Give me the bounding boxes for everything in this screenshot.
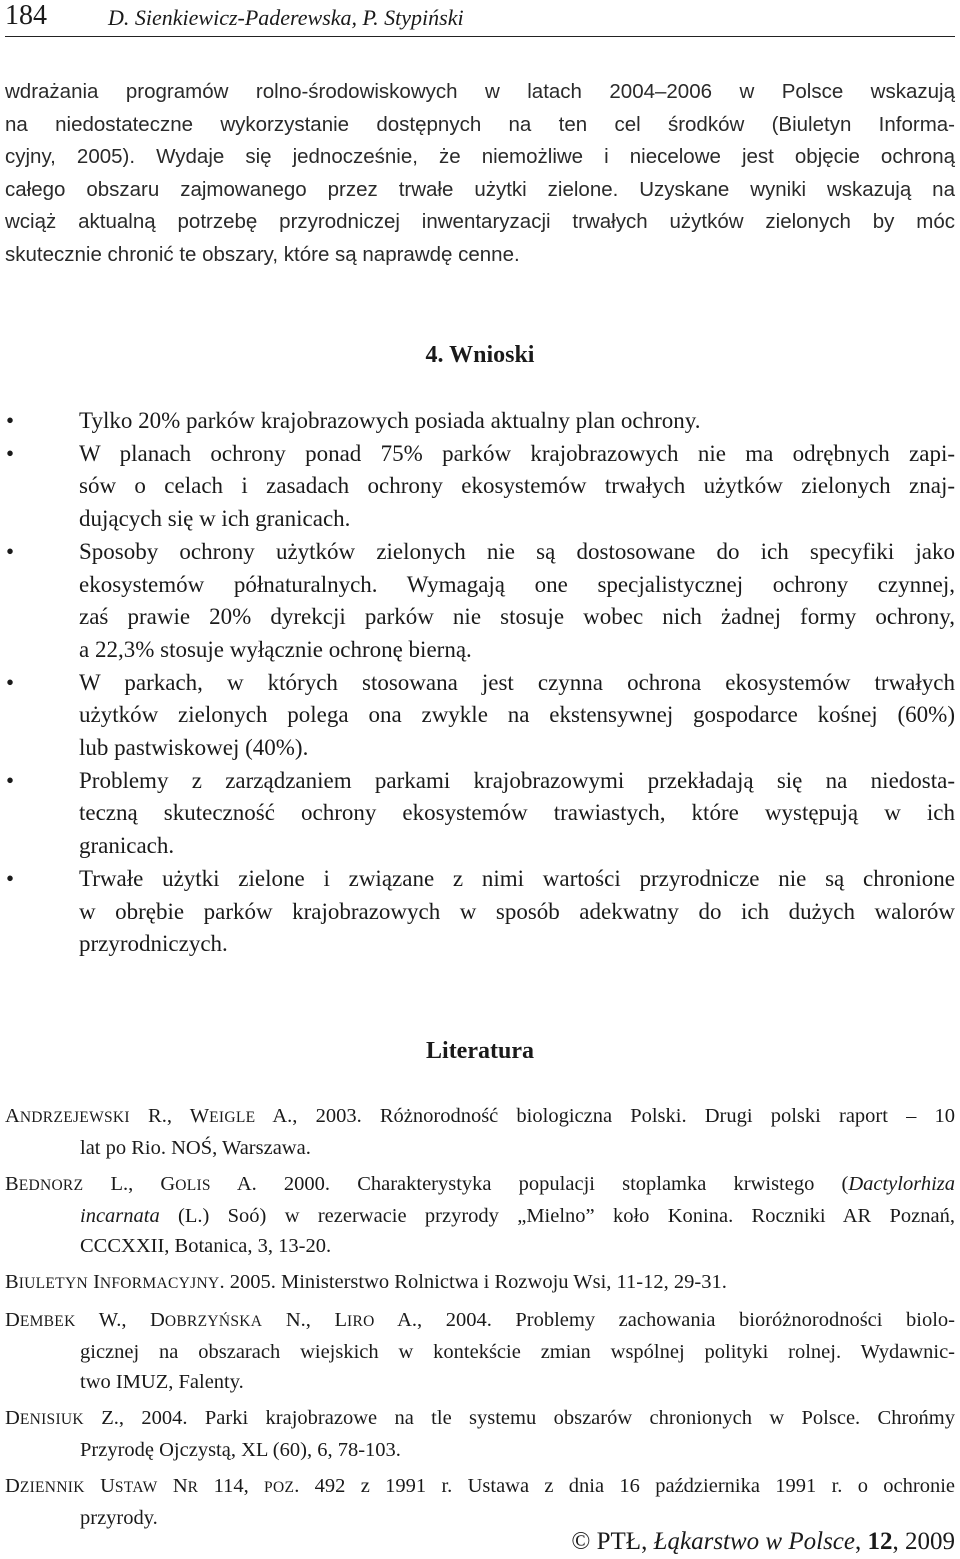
reference-fragment: A. 2000. Charakterystyka populacji stoplamka krwistego ( xyxy=(210,1173,849,1195)
footer-separator: , xyxy=(855,1528,868,1555)
conclusions-list xyxy=(0,405,960,961)
bullet-marker: • xyxy=(6,408,15,433)
reference-entry xyxy=(5,1169,955,1261)
list-item-line: teczną skuteczność ochrony ekosystemów trawiastych, które występują w ich xyxy=(79,800,955,826)
reference-fragment: B xyxy=(5,1173,19,1195)
text-line: cyjny, 2005). Wydaje się jednocześnie, że niemożliwe i niecelowe jest objęcie ochroną xyxy=(5,145,955,168)
reference-fragment: R., W xyxy=(129,1105,210,1127)
list-item xyxy=(0,536,955,667)
reference-fragment: A., 2003. Różnorodność biologiczna Polski. Drugi polski raport – 10 xyxy=(255,1105,955,1127)
reference-fragment: A xyxy=(5,1105,20,1127)
reference-line xyxy=(5,1201,955,1231)
reference-fragment: EMBEK xyxy=(19,1313,76,1330)
list-item-line: Sposoby ochrony użytków zielonych nie są dostosowane do ich specyfiki jako xyxy=(79,538,955,564)
reference-list xyxy=(5,1101,955,1539)
reference-line xyxy=(5,1267,955,1299)
list-item xyxy=(0,667,955,765)
list-item xyxy=(0,863,955,961)
list-item-line: ekosystemów półnaturalnych. Wymagają one specjalistycznej ochrony czynnej, xyxy=(79,571,955,597)
reference-fragment: D xyxy=(5,1475,20,1497)
reference-fragment: EDNORZ xyxy=(18,1177,84,1194)
reference-fragment: R xyxy=(187,1479,199,1496)
reference-fragment: 114, xyxy=(198,1475,265,1497)
reference-fragment: D xyxy=(5,1407,20,1429)
intro-paragraph xyxy=(5,76,955,271)
reference-fragment: ZIENNIK xyxy=(19,1479,85,1496)
reference-line xyxy=(5,1101,955,1133)
reference-line xyxy=(5,1305,955,1337)
list-item xyxy=(0,765,955,863)
reference-line xyxy=(5,1169,955,1201)
reference-fragment: B xyxy=(5,1271,19,1293)
list-item-line: użytków zielonych polega ona zwykle na ekstensywnej gospodarce kośnej (60%) xyxy=(79,702,955,728)
reference-fragment: Z., 2004. Parki krajobrazowe na tle systemu obszarów chronionych w Polsce. Chrońmy xyxy=(83,1407,955,1429)
text-line: na niedostateczne wykorzystanie dostępnych na ten cel środków (Biuletyn Informa- xyxy=(5,112,955,136)
list-item-line: granicach. xyxy=(79,833,175,859)
reference-fragment: (L.) Soó) w rezerwacie przyrody „Mielno” koło Konina. Roczniki AR Poznań, xyxy=(159,1205,955,1227)
reference-fragment: NDRZEJEWSKI xyxy=(19,1109,130,1126)
running-header xyxy=(5,0,955,37)
list-item-line: Problemy z zarządzaniem parkami krajobrazowymi przekładają się na niedosta- xyxy=(79,767,955,793)
bullet-marker: • xyxy=(6,538,15,564)
text-line: wdrażania programów rolno-środowiskowych w latach 2004–2006 w Polsce wskazują xyxy=(5,80,955,103)
literature-heading: Literatura xyxy=(426,1038,534,1064)
bullet-marker: • xyxy=(6,865,15,891)
list-item xyxy=(0,438,955,536)
list-item-line: W parkach, w których stosowana jest czynna ochrona ekosystemów trwałych xyxy=(79,669,955,695)
reference-line: Przyrodę Ojczystą, XL (60), 6, 78-103. xyxy=(80,1439,401,1461)
bullet-marker: • xyxy=(6,767,15,793)
reference-fragment: POZ xyxy=(264,1479,295,1496)
list-item-line: zaś prawie 20% dyrekcji parków nie stosuje wobec nich żadnej formy ochrony, xyxy=(79,604,955,630)
reference-line xyxy=(5,1403,955,1435)
list-item-line: w obrębie parków krajobrazowych w sposób adekwatny do ich dużych walorów xyxy=(79,898,955,924)
list-item-line: sów o celach i zasadach ochrony ekosystemów trwałych użytków zielonych znaj- xyxy=(79,473,955,499)
running-authors: D. Sienkiewicz-Paderewska, P. Stypiński xyxy=(108,5,464,30)
bullet-marker: • xyxy=(6,440,15,466)
reference-fragment: D xyxy=(5,1309,20,1331)
reference-fragment: STAW xyxy=(114,1479,158,1496)
reference-entry xyxy=(5,1101,955,1163)
reference-entry xyxy=(5,1403,955,1465)
list-item-line: lub pastwiskowej (40%). xyxy=(79,735,309,761)
text-line: całego obszaru zajmowanego przez trwałe użytki zielone. Uzyskane wyniki wskazują na xyxy=(5,177,955,201)
reference-fragment: OBRZYŃSKA xyxy=(164,1313,263,1330)
list-item xyxy=(0,405,955,438)
list-item-line: Trwałe użytki zielone i związane z nimi wartości przyrodnicze nie są chronione xyxy=(79,865,955,891)
reference-fragment: L., G xyxy=(83,1173,176,1195)
reference-fragment: IRO xyxy=(347,1313,375,1330)
reference-fragment: W., D xyxy=(75,1309,165,1331)
reference-fragment: U xyxy=(84,1475,115,1497)
page-footer xyxy=(571,1527,955,1557)
reference-fragment: N xyxy=(157,1475,188,1497)
reference-fragment: NFORMACYJNY xyxy=(99,1275,220,1292)
reference-fragment: Dactylorhiza xyxy=(848,1173,955,1195)
reference-fragment: I xyxy=(87,1271,100,1293)
reference-line xyxy=(5,1471,955,1503)
reference-fragment: A., 2004. Problemy zachowania bioróżnorodności biolo- xyxy=(374,1309,956,1331)
bullet-marker: • xyxy=(6,669,15,695)
reference-line: lat po Rio. NOŚ, Warszawa. xyxy=(80,1137,311,1159)
footer-journal: Łąkarstwo w Polsce xyxy=(653,1528,855,1555)
reference-fragment: IULETYN xyxy=(18,1275,88,1292)
reference-fragment: OLIS xyxy=(175,1177,211,1194)
reference-fragment: . 492 z 1991 r. Ustawa z dnia 16 października 1991 r. o ochronie xyxy=(294,1475,955,1497)
reference-fragment: incarnata xyxy=(80,1205,160,1227)
reference-line: CCCXXII, Botanica, 3, 13-20. xyxy=(80,1235,332,1257)
list-item-line: Tylko 20% parków krajobrazowych posiada aktualny plan ochrony. xyxy=(79,408,701,433)
reference-entry xyxy=(5,1267,955,1299)
reference-line: two IMUZ, Falenty. xyxy=(80,1371,244,1393)
reference-fragment: . 2005. Ministerstwo Rolnictwa i Rozwoju Wsi, 11-12, 29-31. xyxy=(219,1271,727,1293)
reference-fragment: ENISIUK xyxy=(19,1411,84,1428)
reference-entry xyxy=(5,1305,955,1397)
section-heading-conclusions: 4. Wnioski xyxy=(425,342,535,368)
text-line: wciąż aktualną potrzebę przyrodniczej inwentaryzacji trwałych użytków zielonych by móc xyxy=(5,210,955,233)
reference-fragment: N., L xyxy=(262,1309,348,1331)
footer-copyright: © PTŁ, xyxy=(571,1528,654,1555)
list-item-line: W planach ochrony ponad 75% parków krajobrazowych nie ma odrębnych zapi- xyxy=(79,440,955,466)
reference-line: przyrody. xyxy=(80,1507,158,1529)
list-item-line: przyrodniczych. xyxy=(79,931,228,957)
page-number: 184 xyxy=(5,0,47,31)
reference-fragment: EIGLE xyxy=(209,1109,256,1126)
footer-year: , 2009 xyxy=(892,1528,955,1555)
footer-volume: 12 xyxy=(867,1528,893,1555)
reference-line: gicznej na obszarach wiejskich w kontekście zmian wspólnej polityki rolnej. Wydawnic- xyxy=(80,1341,955,1363)
list-item-line: dujących się w ich granicach. xyxy=(79,506,351,532)
reference-entry xyxy=(5,1471,955,1533)
list-item-line: a 22,3% stosuje wyłącznie ochronę bierną. xyxy=(79,636,472,662)
text-line: skutecznie chronić te obszary, które są naprawdę cenne. xyxy=(5,242,520,266)
